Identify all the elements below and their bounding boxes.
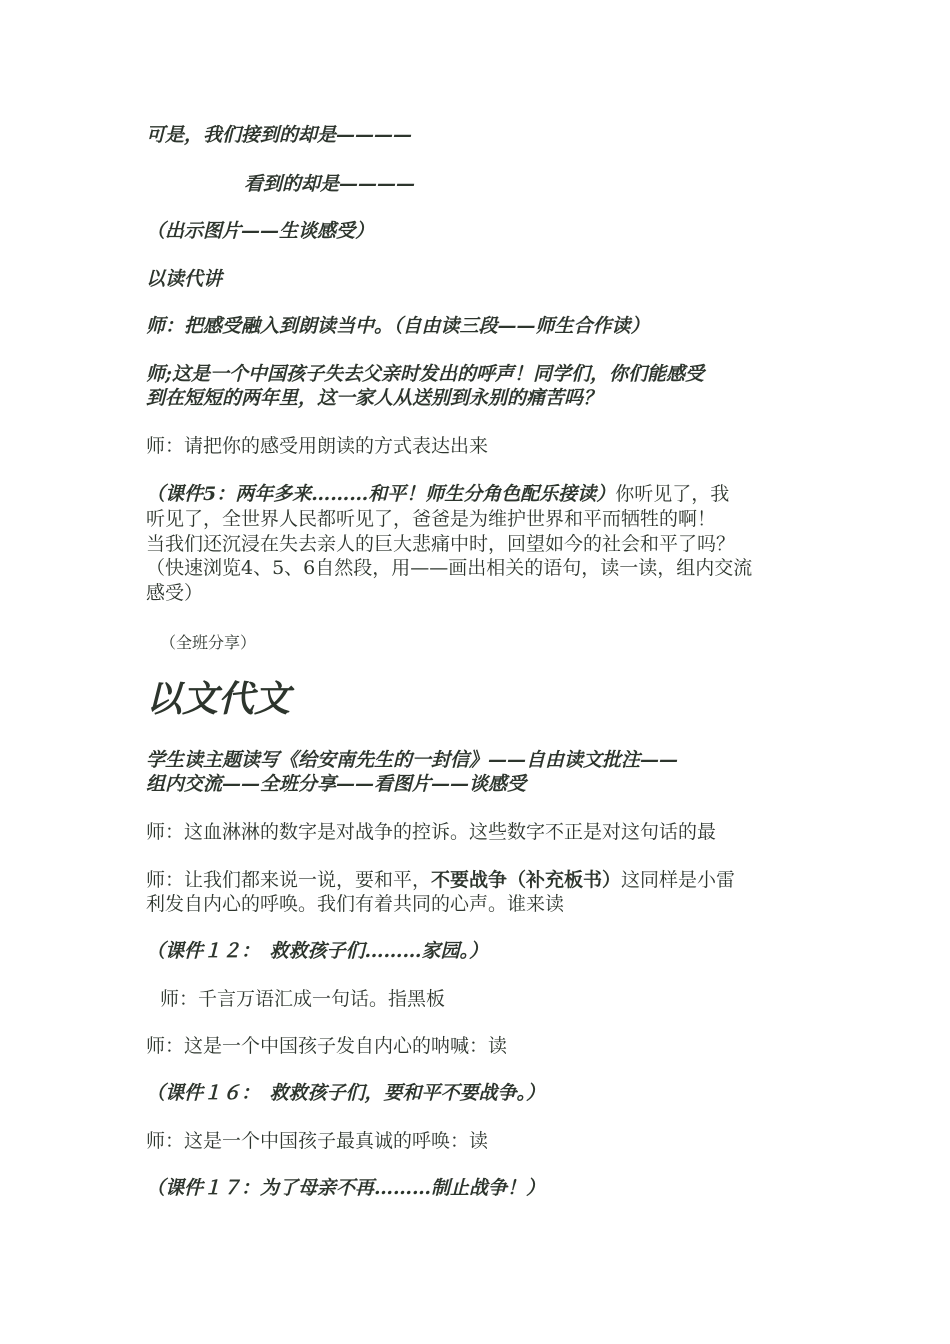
- text-span: 你听见了，我: [615, 483, 730, 505]
- text-line: 可是，我们接到的却是————: [146, 124, 413, 146]
- text-line: 师;这是一个中国孩子失去父亲时发出的呼声！同学们，你们能感受: [146, 363, 705, 385]
- text-line: 学生读主题读写《给安南先生的一封信》——自由读文批注——: [146, 749, 679, 771]
- text-line: 师：把感受融入到朗读当中。（自由读三段——师生合作读）: [146, 315, 650, 337]
- text-line: [146, 482, 816, 507]
- text-line: （课件１２： 救救孩子们………家园。）: [146, 940, 489, 962]
- text-line: 师：这血淋淋的数字是对战争的控诉。这些数字不正是对这句话的最: [146, 821, 717, 843]
- text-span: 师：让我们都来说一说，要和平，: [146, 869, 432, 891]
- text-line: （全班分享）: [160, 633, 257, 652]
- text-line: 组内交流——全班分享——看图片——谈感受: [146, 773, 527, 795]
- text-line: 师：千言万语汇成一句话。指黑板: [160, 988, 446, 1010]
- text-line: 师：这是一个中国孩子发自内心的呐喊：读: [146, 1035, 508, 1057]
- text-line: 当我们还沉浸在失去亲人的巨大悲痛中时，回望如今的社会和平了吗？: [146, 533, 736, 555]
- section-heading: 以文代文: [146, 678, 291, 720]
- text-line: （出示图片——生谈感受）: [146, 220, 375, 242]
- text-line: 师：请把你的感受用朗读的方式表达出来: [146, 435, 489, 457]
- text-line: 师：这是一个中国孩子最真诚的呼唤：读: [146, 1130, 489, 1152]
- text-line: 看到的却是————: [244, 173, 416, 195]
- text-line: （快速浏览4、5、6自然段，用——画出相关的语句，读一读，组内交流: [146, 557, 753, 579]
- text-span: 这同样是小雷: [621, 869, 736, 891]
- emphasis-text: 不要战争（补充板书）: [431, 869, 622, 891]
- text-line: 到在短短的两年里，这一家人从送别到永别的痛苦吗？: [146, 387, 603, 409]
- courseware-ref: （课件5：两年多来………和平！师生分角色配乐接读）: [146, 483, 616, 505]
- text-line: （课件１６： 救救孩子们，要和平不要战争。）: [146, 1082, 546, 1104]
- text-line: （课件１７：为了母亲不再………制止战争！）: [146, 1177, 546, 1199]
- text-line: [146, 868, 816, 893]
- text-line: 以读代讲: [146, 268, 223, 290]
- text-line: 感受）: [146, 582, 204, 604]
- text-line: 利发自内心的呼唤。我们有着共同的心声。谁来读: [146, 893, 565, 915]
- text-line: 听见了，全世界人民都听见了，爸爸是为维护世界和平而牺牲的啊！: [146, 508, 717, 530]
